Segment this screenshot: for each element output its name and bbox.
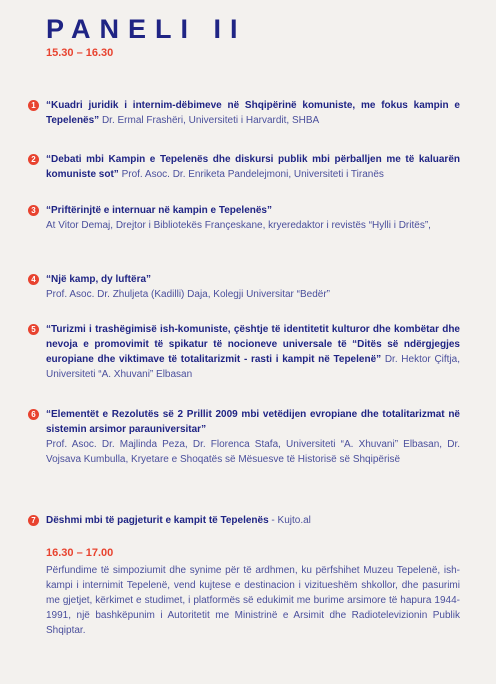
item-number-badge: 6 xyxy=(28,409,39,420)
panel-title: PANELI II xyxy=(46,14,247,44)
item-title: “Debati mbi Kampin e Tepelenës dhe diskursi publik mbi përballjen me të kaluarën komuniste sot” xyxy=(46,154,460,180)
item-author: Dr. Hektor Çiftja, Universiteti “A. Xhuvani” Elbasan xyxy=(46,354,461,380)
item-author: Dr. Ermal Frashëri, Universiteti i Harvardit, SHBA xyxy=(99,115,320,126)
list-item xyxy=(31,272,460,302)
item-title: “Kuadri juridik i internim-dëbimeve në Shqipërinë komuniste, me fokus kampin e Tepelenës” xyxy=(46,100,460,126)
item-number-badge: 1 xyxy=(28,100,39,111)
session-time: 15.30 – 16.30 xyxy=(46,47,114,59)
list-item xyxy=(31,98,460,128)
item-author: Prof. Asoc. Dr. Enriketa Pandelejmoni, Universiteti i Tiranës xyxy=(118,169,384,180)
item-title: “Turizmi i trashëgimisë ish-komuniste, çështje të identitetit kulturor dhe kombëtar dhe nevoja e promovimit të spikatur të nocioneve universale të “Ditës së ndërgjegjes europiane dhe viktimave të totalitarizmit - rasti i kampit në Tepelenë” xyxy=(46,324,460,365)
item-author: - Kujto.al xyxy=(268,515,311,526)
closing-time: 16.30 – 17.00 xyxy=(46,547,114,559)
item-number-badge: 3 xyxy=(28,205,39,216)
list-item xyxy=(31,152,460,182)
list-item xyxy=(31,203,460,233)
item-title: Dëshmi mbi të pagjeturit e kampit të Tepelenës xyxy=(46,515,269,526)
closing-paragraph: Përfundime të simpoziumit dhe synime për të ardhmen, ku përfshihet Muzeu Tepelenë, ish-kampi i internimit Tepelenë, vend kujtese e destinacion i vizitueshëm shkollor, dhe pasurimi me gjetjet, kërkimet e studimet, i platformës së edukimit me burime arsimore të hapura 1944-1991, një bashkëpunim i Autoritetit me Ministrinë e Arsimit dhe Radiotelevizionin Publik Shqiptar. xyxy=(46,565,460,636)
item-number-badge: 4 xyxy=(28,274,39,285)
item-author: Prof. Asoc. Dr. Majlinda Peza, Dr. Florenca Stafa, Universiteti “A. Xhuvani” Elbasan, Dr. Vojsava Kumbulla, Kryetare e Shoqatës së Mësuesve të Historisë së Shqipërisë xyxy=(46,439,460,465)
item-author: Prof. Asoc. Dr. Zhuljeta (Kadilli) Daja, Kolegji Universitar “Bedër” xyxy=(46,289,330,300)
list-item xyxy=(31,322,461,382)
item-number-badge: 2 xyxy=(28,154,39,165)
item-author: At Vitor Demaj, Drejtor i Bibliotekës Françeskane, kryeredaktor i revistës “Hylli i Dritës”, xyxy=(46,220,431,231)
list-item xyxy=(31,407,460,467)
item-title: “Elementët e Rezolutës së 2 Prillit 2009 mbi vetëdijen evropiane dhe totalitarizmat në sistemin arsimor parauniversitar” xyxy=(46,409,460,435)
item-title: “Priftërinjtë e internuar në kampin e Tepelenës” xyxy=(46,205,272,216)
item-title: “Një kamp, dy luftëra” xyxy=(46,274,152,285)
list-item xyxy=(31,513,460,528)
item-number-badge: 7 xyxy=(28,515,39,526)
item-number-badge: 5 xyxy=(28,324,39,335)
